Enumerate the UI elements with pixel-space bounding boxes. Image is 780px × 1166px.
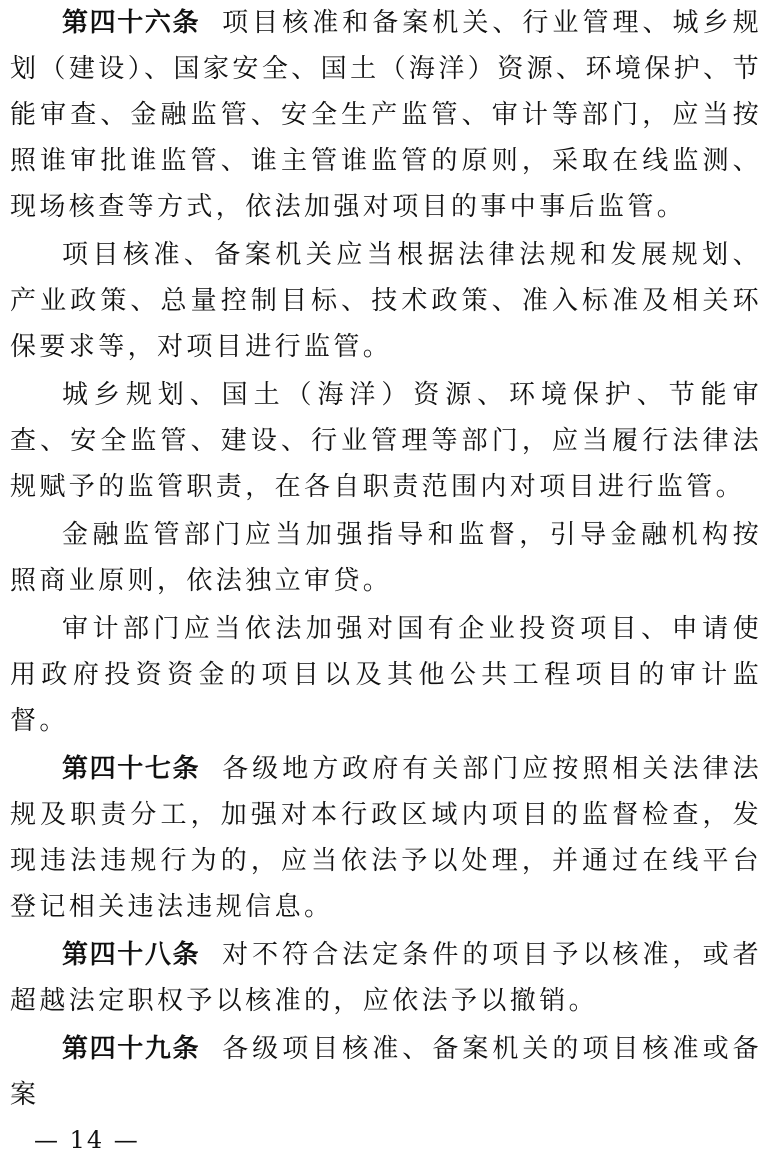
audit-supervision-paragraph (10, 606, 762, 744)
article-number: 第四十九条 (62, 1034, 201, 1064)
paragraph-text: 各级项目核准、备案机关的项目核准或备案 (10, 1034, 762, 1110)
paragraph-text: 对不符合法定条件的项目予以核准，或者超越法定职权予以核准的，应依法予以撤销。 (10, 940, 762, 1016)
departments-supervision-paragraph (10, 372, 762, 510)
approval-filing-supervision-paragraph (10, 232, 762, 370)
article-49-paragraph (10, 1026, 762, 1118)
article-number: 第四十六条 (62, 8, 201, 38)
paragraph-text: 城乡规划、国土（海洋）资源、环境保护、节能审查、安全监管、建设、行业管理等部门，应当履行法律法规赋予的监管职责，在各自职责范围内对项目进行监管。 (10, 380, 762, 502)
article-46-paragraph (10, 0, 762, 230)
financial-supervision-paragraph (10, 512, 762, 604)
article-48-paragraph (10, 932, 762, 1024)
article-number: 第四十八条 (62, 940, 201, 970)
page-number: — 14 — (34, 1126, 140, 1154)
paragraph-text: 金融监管部门应当加强指导和监督，引导金融机构按照商业原则，依法独立审贷。 (10, 520, 762, 596)
paragraph-text: 审计部门应当依法加强对国有企业投资项目、申请使用政府投资资金的项目以及其他公共工程项目的审计监督。 (10, 614, 762, 736)
article-number: 第四十七条 (62, 754, 201, 784)
article-47-paragraph (10, 746, 762, 930)
paragraph-text: 项目核准、备案机关应当根据法律法规和发展规划、产业政策、总量控制目标、技术政策、准入标准及相关环保要求等，对项目进行监管。 (10, 240, 762, 362)
document-body (10, 0, 762, 1118)
paragraph-text: 各级地方政府有关部门应按照相关法律法规及职责分工，加强对本行政区域内项目的监督检查，发现违法违规行为的，应当依法予以处理，并通过在线平台登记相关违法违规信息。 (10, 754, 762, 922)
paragraph-text: 项目核准和备案机关、行业管理、城乡规划（建设）、国家安全、国土（海洋）资源、环境保护、节能审查、金融监管、安全生产监管、审计等部门，应当按照谁审批谁监管、谁主管谁监管的原则，采取在线监测、现场核查等方式，依法加强对项目的事中事后监管。 (10, 8, 762, 222)
